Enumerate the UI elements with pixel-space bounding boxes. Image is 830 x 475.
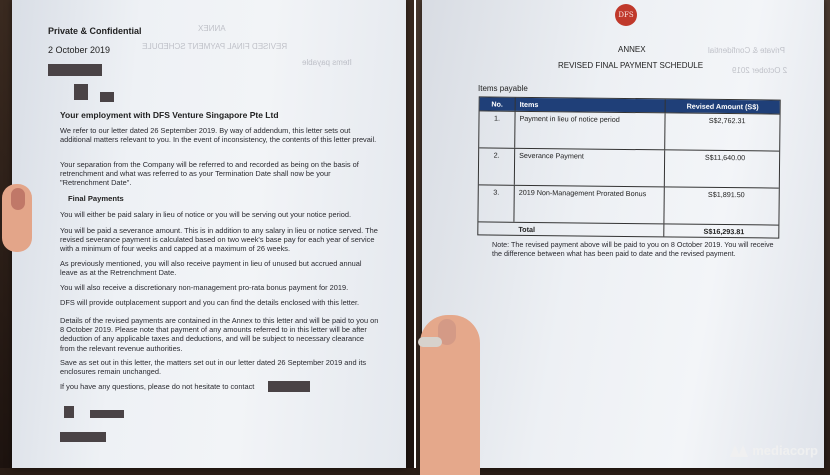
- row-amount: S$1,891.50: [707, 189, 745, 200]
- ring: [418, 337, 442, 347]
- paragraph-questions: If you have any questions, please do not hesitate to contact: [60, 382, 255, 391]
- header-items: Items: [516, 98, 666, 113]
- show-through-confidential: Private & Confidential: [708, 46, 785, 55]
- total-amount: S$16,293.81: [703, 226, 745, 237]
- payment-note: Note: The revised payment above will be paid to you on 8 October 2019. You will receive the difference between what has been paid to date and the revised payment.: [492, 240, 774, 258]
- total-spacer: [478, 222, 514, 234]
- hand-right: [420, 315, 480, 475]
- paragraph-outplacement: DFS will provide outplacement support and you can find the details enclosed with this letter.: [60, 298, 360, 307]
- redaction-contact: [268, 381, 310, 392]
- redaction-signature-2: [90, 410, 124, 418]
- dfs-logo: DFS: [615, 4, 637, 26]
- paragraph-severance: You will be paid a severance amount. This is in addition to any salary in lieu or notice served. The revised severance payment is calculated based on two week's base pay for each year of service with a minimum of four weeks and capped at a maximum of 26 weeks.: [60, 226, 378, 254]
- row-item: Severance Payment: [515, 149, 665, 187]
- letter-page: [12, 0, 406, 468]
- photo-divider: [414, 0, 416, 468]
- paragraph-payment-details: Details of the revised payments are contained in the Annex to this letter and will be paid to you on 8 October 2019. Please note that payment of any amounts referred to in this letter will be after deduction of any applicable taxes and deductions, and will be subject to necessary clearance from the relevant revenue authorities.: [60, 316, 379, 353]
- redaction-signature: [64, 406, 74, 418]
- redaction-name: [48, 64, 102, 76]
- row-item: 2019 Non-Management Prorated Bonus: [514, 186, 664, 224]
- mediacorp-logo-icon: [730, 445, 748, 457]
- annex-page: [422, 0, 824, 468]
- table-row: [478, 184, 778, 224]
- row-amount: S$2,762.31: [708, 115, 746, 126]
- show-through-items: Items payable: [302, 58, 352, 67]
- paragraph-separation: Your separation from the Company will be referred to and recorded as being on the basis of retrenchment and what was referred to as your Termination Date shall now be your "Retrenchment Date".: [60, 160, 359, 188]
- show-through-date: 2 October 2019: [732, 66, 788, 75]
- paragraph-unchanged: Save as set out in this letter, the matters set out in our letter dated 26 September 2019 and its enclosures remain unchanged.: [60, 358, 367, 377]
- letter-subject: Your employment with DFS Venture Singapore Pte Ltd: [60, 110, 279, 120]
- paragraph-leave: As previously mentioned, you will also receive payment in lieu of unused but accrued annual leave as at the Retrenchment Date.: [60, 259, 362, 278]
- annex-heading: ANNEX: [618, 45, 646, 54]
- total-label: Total: [514, 223, 664, 237]
- items-payable-label: Items payable: [478, 84, 528, 93]
- row-item: Payment in lieu of notice period: [515, 112, 665, 150]
- table-row: [479, 147, 779, 187]
- thumbnail-left: [11, 188, 25, 210]
- show-through-annex: ANNEX: [198, 24, 226, 33]
- header-no: No.: [480, 97, 516, 110]
- paragraph-addendum: We refer to our letter dated 26 September 2019. By way of addendum, this letter sets out additional matters relevant to you. In the event of inconsistency, the contents of this letter prevail.: [60, 126, 377, 145]
- redaction-address-2: [100, 92, 114, 102]
- show-through-title: REVISED FINAL PAYMENT SCHEDULE: [142, 42, 288, 51]
- header-amount: Revised Amount (S$): [686, 101, 759, 112]
- paragraph-bonus: You will also receive a discretionary non-management pro-rata bonus payment for 2019.: [60, 283, 349, 292]
- header-date: 2 October 2019: [48, 45, 111, 55]
- thumb-left: [2, 184, 32, 252]
- section-final-payments: Final Payments: [68, 194, 124, 203]
- row-no: 1.: [479, 111, 515, 147]
- paragraph-notice: You will either be paid salary in lieu of notice or you will be serving out your notice period.: [60, 210, 351, 219]
- mediacorp-watermark: [730, 443, 818, 458]
- header-confidential: Private & Confidential: [48, 26, 142, 36]
- brand-text: mediacorp: [752, 443, 818, 458]
- table-row: [479, 110, 779, 150]
- redaction-address: [74, 84, 88, 100]
- redaction-signatory: [60, 432, 106, 442]
- schedule-title: REVISED FINAL PAYMENT SCHEDULE: [558, 61, 704, 70]
- payment-table: [477, 96, 780, 238]
- row-no: 2.: [479, 148, 515, 184]
- row-no: 3.: [478, 185, 514, 221]
- row-amount: S$11,640.00: [704, 152, 746, 163]
